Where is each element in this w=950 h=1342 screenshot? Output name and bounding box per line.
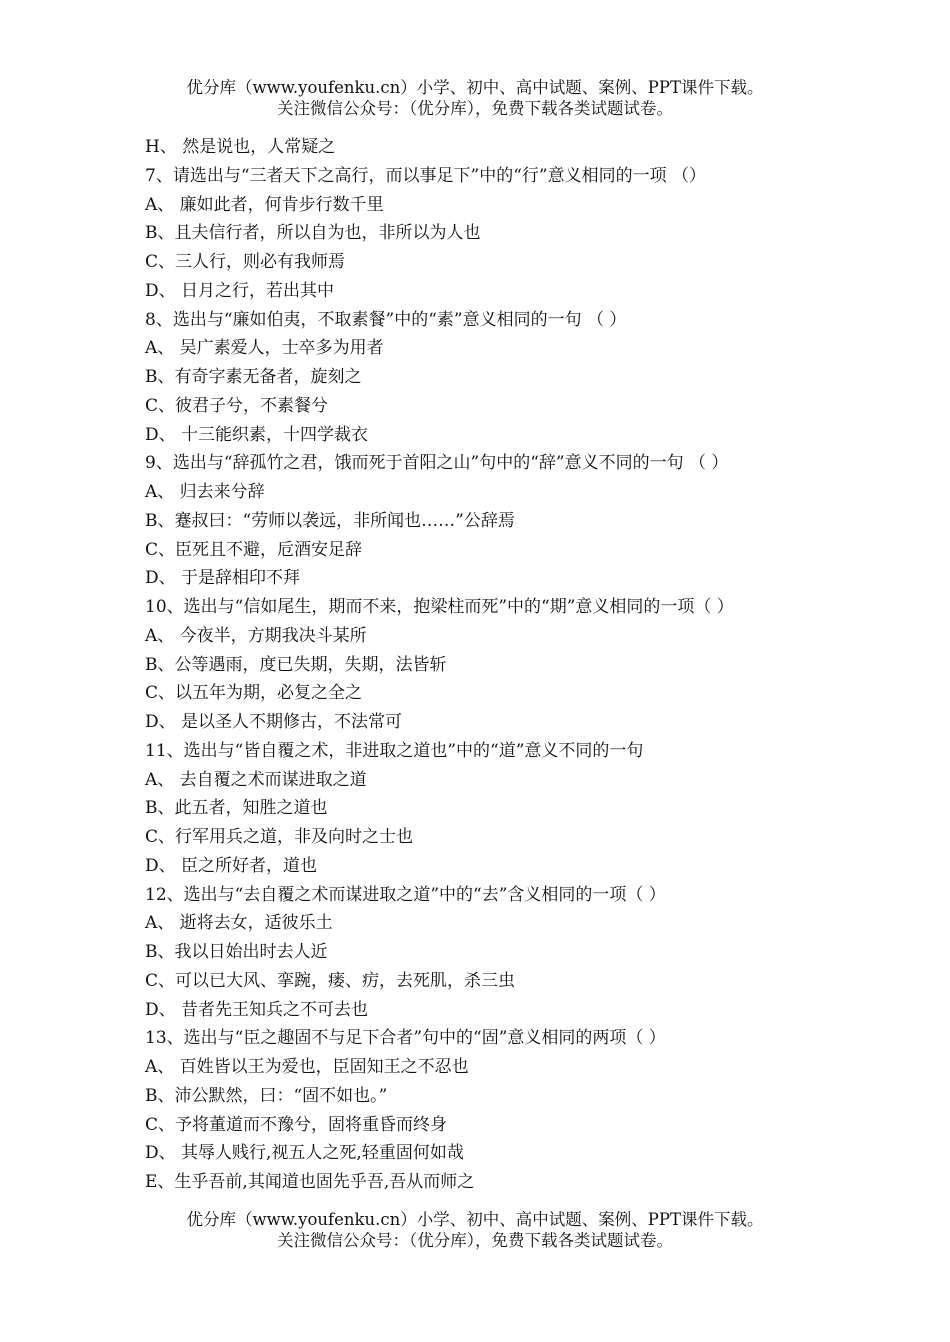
option-line: A、 百姓皆以王为爱也，臣固知王之不忍也: [145, 1057, 469, 1077]
page-header: [0, 77, 950, 119]
option-line: A、 逝将去女，适彼乐土: [145, 913, 333, 934]
option-line: C、臣死且不避，卮酒安足辞: [145, 539, 363, 560]
option-line: B、蹇叔曰：“劳师以袭远，非所闻也……”公辞焉: [145, 510, 515, 531]
option-line: B、有奇字素无备者，旋刻之: [145, 367, 362, 387]
option-line: B、公等遇雨，度已失期，失期，法皆斩: [145, 654, 447, 675]
header-line-1: 优分库（www.youfenku.cn）小学、初中、高中试题、案例、PPT课件下载。: [186, 78, 764, 97]
option-line: B、此五者，知胜之道也: [145, 798, 328, 819]
option-line: E、生乎吾前,其闻道也固先乎吾,吾从而师之: [145, 1172, 475, 1192]
option-line: C、以五年为期，必复之全之: [145, 683, 363, 704]
option-line: D、 臣之所好者，道也: [145, 855, 318, 876]
question-content: [145, 133, 865, 1197]
option-line: D、 昔者先王知兵之不可去也: [145, 999, 369, 1020]
page-footer: [0, 1209, 950, 1251]
option-line: C、可以已大风、挛踠，瘘、疠，去死肌，杀三虫: [145, 970, 516, 991]
header-line-2: 关注微信公众号：（优分库），免费下载各类试题试卷。: [277, 99, 673, 118]
option-line: D、 是以圣人不期修古，不法常可: [145, 712, 403, 732]
question-line: 10、选出与“信如尾生，期而不来，抱梁柱而死”中的“期”意义相同的一项（ ）: [145, 597, 734, 617]
option-line: D、 于是辞相印不拜: [145, 568, 301, 589]
footer-line-1: 优分库（www.youfenku.cn）小学、初中、高中试题、案例、PPT课件下载。: [186, 1210, 764, 1229]
option-line: A、 归去来兮辞: [145, 482, 265, 502]
option-line: D、 十三能织素，十四学裁衣: [145, 424, 369, 445]
option-line: C、予将董道而不豫兮，固将重昏而终身: [145, 1114, 448, 1135]
option-line: B、且夫信行者，所以自为也，非所以为人也: [145, 223, 481, 244]
option-line: B、我以日始出时去人近: [145, 942, 328, 962]
option-line: B、沛公默然，曰：“固不如也。”: [145, 1085, 388, 1106]
option-line: A、 今夜半，方期我决斗某所: [145, 625, 367, 646]
option-line: A、 吴广素爱人，士卒多为用者: [145, 338, 384, 359]
option-line: C、行军用兵之道，非及向时之士也: [145, 827, 414, 847]
text-line: H、 然是说也，人常疑之: [145, 137, 336, 157]
question-line: 8、选出与“廉如伯夷，不取素餐”中的“素”意义相同的一句 （ ）: [145, 309, 627, 330]
footer-line-2: 关注微信公众号：（优分库），免费下载各类试题试卷。: [277, 1231, 673, 1250]
option-line: D、 其辱人贱行,视五人之死,轻重固何如哉: [145, 1143, 464, 1164]
question-line: 11、选出与“皆自覆之术，非进取之道也”中的“道”意义不同的一句: [145, 740, 644, 761]
question-line: 7、请选出与“三者天下之高行，而以事足下”中的“行”意义相同的一项 （）: [145, 165, 706, 186]
option-line: A、 去自覆之术而谋进取之道: [145, 769, 367, 790]
question-line: 12、选出与“去自覆之术而谋进取之道”中的“去”含义相同的一项（ ）: [145, 884, 666, 905]
option-line: A、 廉如此者，何肯步行数千里: [145, 194, 384, 215]
option-line: D、 日月之行，若出其中: [145, 280, 335, 301]
option-line: C、彼君子兮，不素餐兮: [145, 395, 329, 416]
question-line: 9、选出与“辞孤竹之君，饿而死于首阳之山”句中的“辞”意义不同的一句 （ ）: [145, 453, 729, 474]
question-line: 13、选出与“臣之趣固不与足下合者”句中的“固”意义相同的两项（ ）: [145, 1028, 666, 1049]
option-line: C、三人行，则必有我师焉: [145, 252, 346, 272]
